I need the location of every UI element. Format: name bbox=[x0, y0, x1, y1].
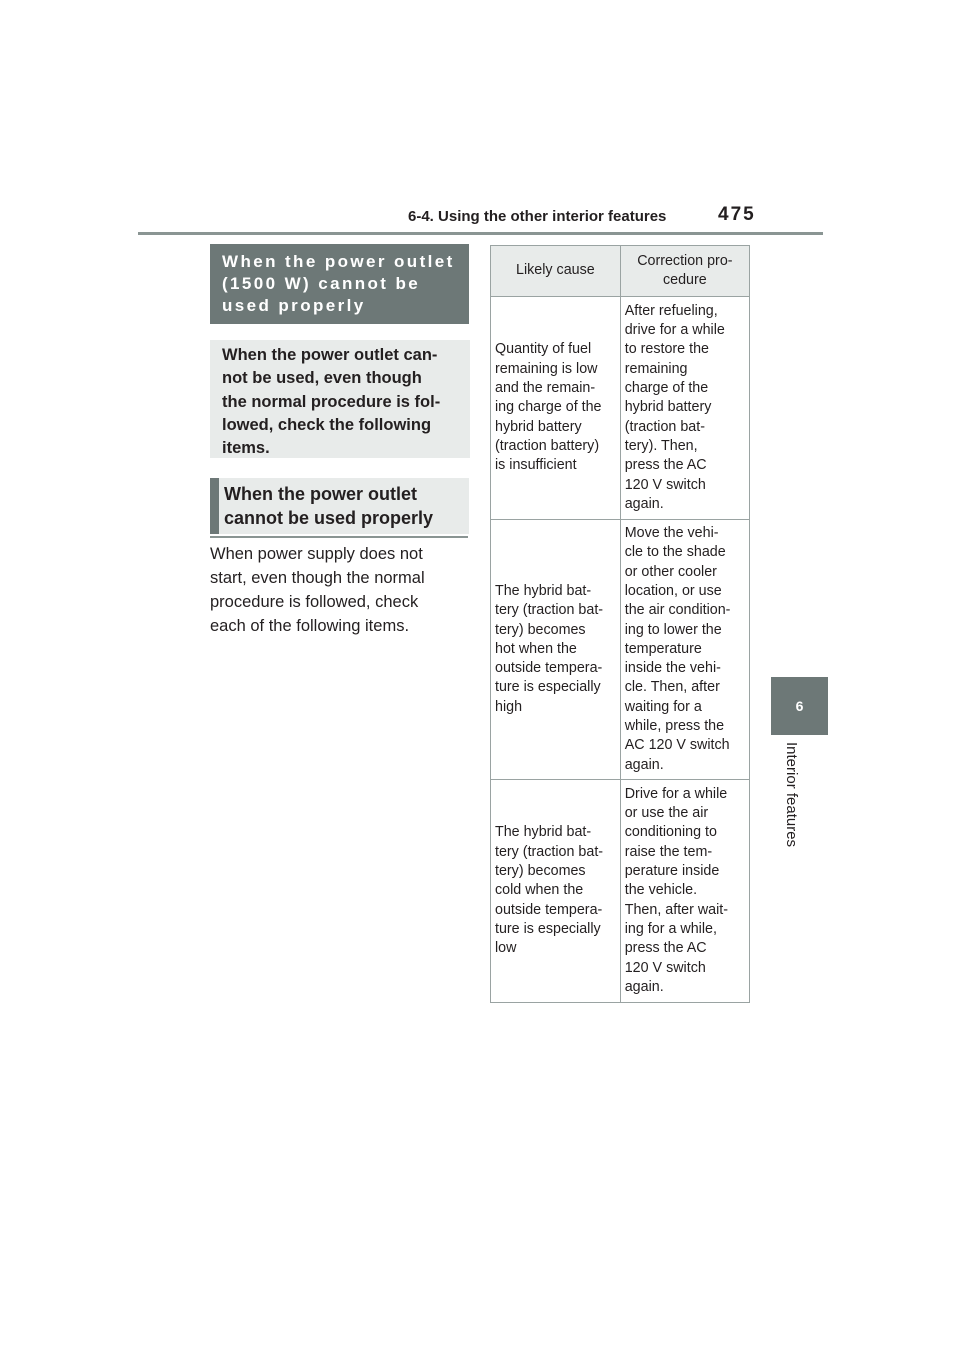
cause-cell: The hybrid bat- tery (traction bat- tery) becomes cold when the outside tempera- ture is especially low bbox=[491, 780, 621, 1003]
header-divider bbox=[138, 232, 823, 235]
table-row bbox=[491, 780, 750, 1003]
chapter-title: Interior features bbox=[783, 742, 800, 848]
page-number: 475 bbox=[718, 204, 756, 225]
subheading-text: When the power outlet cannot be used properly bbox=[224, 484, 434, 528]
topic-title-box bbox=[210, 244, 469, 324]
intro-text: When the power outlet can- not be used, even though the normal procedure is fol- lowed, check the following items. bbox=[222, 346, 441, 458]
cause-cell: The hybrid bat- tery (traction bat- tery) becomes hot when the outside tempera- ture is especially high bbox=[491, 520, 621, 780]
chapter-tab bbox=[771, 677, 828, 735]
subheading-divider bbox=[210, 536, 468, 538]
table-header-row bbox=[491, 246, 750, 297]
correction-cell: After refueling, drive for a while to restore the remaining charge of the hybrid battery (traction bat- tery). Then, press the AC 120 V switch again. bbox=[620, 297, 749, 520]
intro-box bbox=[210, 340, 470, 458]
table-row bbox=[491, 520, 750, 780]
table-row bbox=[491, 297, 750, 520]
cause-cell: Quantity of fuel remaining is low and the remain- ing charge of the hybrid battery (traction battery) is insufficient bbox=[491, 297, 621, 520]
topic-title: When the power outlet (1500 W) cannot be used properly bbox=[222, 252, 455, 315]
column-header-cause: Likely cause bbox=[491, 246, 621, 297]
column-header-correction: Correction pro- cedure bbox=[620, 246, 749, 297]
correction-cell: Move the vehi- cle to the shade or other cooler location, or use the air condition- ing to lower the temperature inside the vehi- cle. Then, after waiting for a while, press the AC 120 V switch again. bbox=[620, 520, 749, 780]
chapter-number: 6 bbox=[795, 698, 804, 714]
subheading-box bbox=[210, 478, 469, 534]
body-paragraph: When power supply does not start, even though the normal procedure is followed, check each of the following items. bbox=[210, 545, 425, 635]
troubleshooting-table bbox=[490, 245, 750, 1003]
subheading-bar bbox=[210, 478, 219, 534]
correction-cell: Drive for a while or use the air conditioning to raise the tem- perature inside the vehicle. Then, after wait- ing for a while, press the AC 120 V switch again. bbox=[620, 780, 749, 1003]
section-title: 6-4. Using the other interior features bbox=[408, 208, 667, 225]
